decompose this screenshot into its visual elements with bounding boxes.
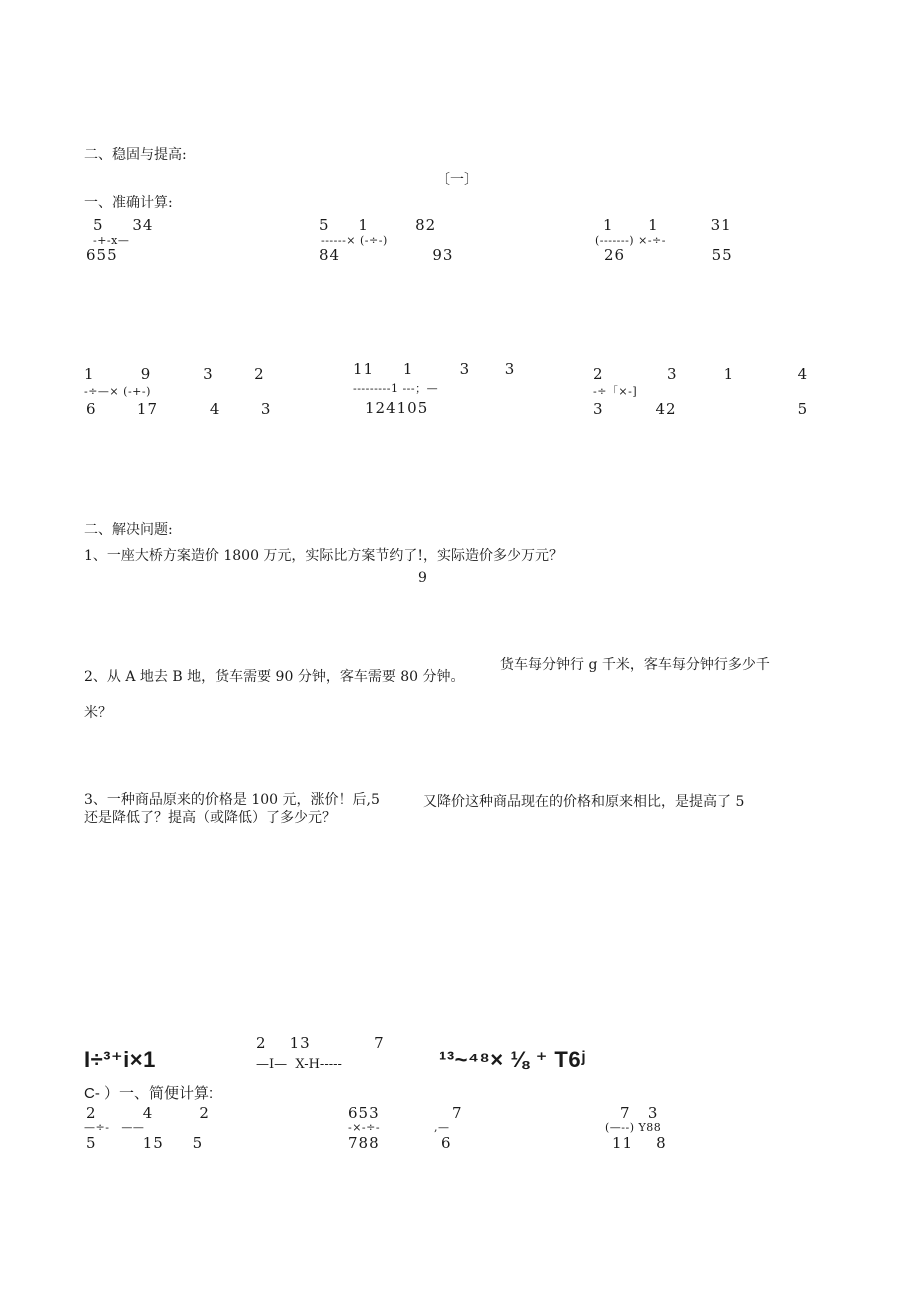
- expression-operators: ---------1 ---；—: [353, 382, 439, 395]
- expression-operators: -+-x—: [93, 234, 130, 247]
- expression-numerators: 11 1 3 3: [353, 360, 516, 378]
- question-2-text-left: 2、从 A 地去 B 地，货车需要 90 分钟，客车需要 80 分钟。: [84, 669, 465, 685]
- bottom-expression-right: ¹³~⁴⁸× ⅛ ⁺ T6ʲ: [439, 1047, 586, 1072]
- question-2-text-right: 货车每分钟行 g 千米，客车每分钟行多少千: [500, 657, 770, 673]
- question-1-text: 1、一座大桥方案造价 1800 万元，实际比方案节约了!，实际造价多少万元？: [84, 548, 564, 564]
- expression-numerators: 2 4 2: [86, 1104, 210, 1122]
- bottom-expression-mid-operators: —I— X-H-----: [256, 1057, 342, 1072]
- section-heading-consolidate: 二、稳固与提高:: [84, 147, 187, 163]
- bottom-expression-left: I÷³⁺i×1: [84, 1047, 156, 1072]
- expression-operators: —÷- ——: [84, 1121, 145, 1134]
- expression-numerators: 1 1 31: [603, 216, 732, 234]
- expression-operators: -÷「×-]: [593, 385, 638, 398]
- expression-operators: -×-÷-: [348, 1121, 381, 1134]
- expression-operators: ------× (-÷-): [321, 234, 388, 247]
- expression-operators: -÷—× (-+-): [84, 385, 151, 398]
- solve-heading: 二、解决问题:: [84, 522, 173, 538]
- expression-denominators: 6 17 4 3: [86, 400, 272, 418]
- expression-numerators: 2 3 1 4: [593, 365, 809, 383]
- expression-operators: ,—: [434, 1121, 450, 1134]
- expression-denominators: 788: [348, 1134, 380, 1152]
- expression-denominators: 6: [441, 1134, 452, 1152]
- part-one-marker: 〔一〕: [436, 172, 478, 188]
- part-two-heading: C- ）一、简便计算:: [84, 1085, 214, 1102]
- bottom-expression-mid-numerators: 2 13 7: [256, 1034, 385, 1052]
- question-3-text-left: 3、一种商品原来的价格是 100 元，涨价！后,5: [84, 792, 380, 808]
- question-3-continuation: 还是降低了？提高（或降低）了多少元？: [84, 810, 336, 826]
- expression-numerators: 5 1 82: [319, 216, 437, 234]
- expression-denominators: 655: [86, 246, 118, 264]
- expression-numerators: 1 9 3 2: [84, 365, 265, 383]
- question-3-text-right: 又降价这种商品现在的价格和原来相比，是提高了 5: [423, 794, 745, 810]
- expression-denominators: 11 8: [612, 1134, 667, 1152]
- expression-denominators: 5 15 5: [86, 1134, 204, 1152]
- expression-denominators: 26 55: [604, 246, 733, 264]
- expression-denominators: 3 42 5: [593, 400, 809, 418]
- expression-numerators: 653: [348, 1104, 380, 1122]
- question-1-denominator: 9: [418, 570, 427, 586]
- accurate-calc-heading: 一、准确计算:: [84, 195, 173, 211]
- question-2-continuation: 米？: [84, 705, 112, 721]
- expression-operators: (-------) ×-÷-: [595, 234, 666, 247]
- expression-numerators: 7: [452, 1104, 463, 1122]
- expression-operators: (—--) Y88: [605, 1121, 662, 1134]
- expression-numerators: 5 34: [93, 216, 154, 234]
- expression-denominators: 124105: [365, 399, 429, 417]
- expression-denominators: 84 93: [319, 246, 454, 264]
- expression-numerators: 7 3: [620, 1104, 659, 1122]
